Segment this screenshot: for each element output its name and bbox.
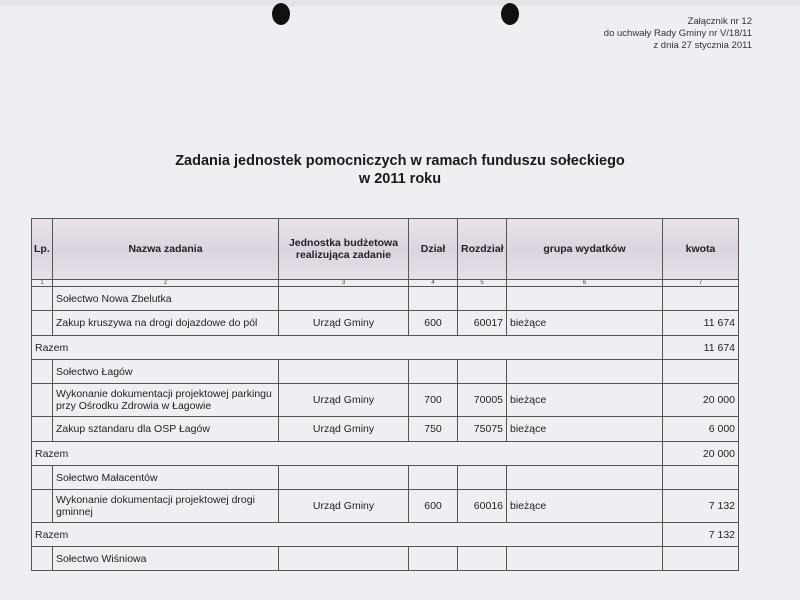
task-row	[32, 490, 739, 523]
punch-hole-left	[272, 3, 290, 25]
task-division: 700	[409, 384, 458, 417]
task-name: Zakup sztandaru dla OSP Łagów	[53, 417, 279, 442]
task-row	[32, 417, 739, 442]
col-number: 2	[53, 280, 279, 287]
task-amount: 7 132	[663, 490, 739, 523]
col-amount-header: kwota	[663, 219, 739, 280]
village-name: Sołectwo Małacentów	[53, 466, 279, 490]
total-row	[32, 442, 739, 466]
village-row	[32, 360, 739, 384]
task-unit: Urząd Gminy	[279, 311, 409, 336]
village-row	[32, 287, 739, 311]
total-amount: 20 000	[663, 442, 739, 466]
col-division-header: Dział	[409, 219, 458, 280]
task-division: 600	[409, 311, 458, 336]
total-row	[32, 523, 739, 547]
tasks-table	[31, 218, 739, 571]
punch-hole-right	[501, 3, 519, 25]
total-label: Razem	[32, 523, 663, 547]
col-number: 1	[32, 280, 53, 287]
task-name: Wykonanie dokumentacji projektowej drogi gminnej	[53, 490, 279, 523]
document-title	[0, 152, 800, 188]
col-number: 3	[279, 280, 409, 287]
task-group: bieżące	[507, 490, 663, 523]
col-number: 5	[458, 280, 507, 287]
task-group: bieżące	[507, 311, 663, 336]
table-header-row	[32, 219, 739, 280]
village-name: Sołectwo Nowa Zbelutka	[53, 287, 279, 311]
task-chapter: 75075	[458, 417, 507, 442]
task-unit: Urząd Gminy	[279, 490, 409, 523]
task-division: 600	[409, 490, 458, 523]
annex-note	[604, 16, 752, 52]
village-row	[32, 466, 739, 490]
task-name: Wykonanie dokumentacji projektowej parkingu przy Ośrodku Zdrowia w Łagowie	[53, 384, 279, 417]
title-line-2: w 2011 roku	[358, 171, 442, 187]
task-unit: Urząd Gminy	[279, 417, 409, 442]
task-amount: 11 674	[663, 311, 739, 336]
col-lp-header: Lp.	[32, 219, 53, 280]
col-chapter-header: Rozdział	[458, 219, 507, 280]
col-unit-header: Jednostka budżetowa realizująca zadanie	[279, 219, 409, 280]
col-group-header: grupa wydatków	[507, 219, 663, 280]
col-number: 4	[409, 280, 458, 287]
col-number: 6	[507, 280, 663, 287]
total-label: Razem	[32, 336, 663, 360]
task-name: Zakup kruszywa na drogi dojazdowe do pól	[53, 311, 279, 336]
task-amount: 20 000	[663, 384, 739, 417]
annex-resolution: do uchwały Rady Gminy nr V/18/11	[603, 28, 752, 39]
annex-date: z dnia 27 stycznia 2011	[653, 40, 752, 51]
total-label: Razem	[32, 442, 663, 466]
scan-edge	[0, 0, 800, 6]
title-line-1: Zadania jednostek pomocniczych w ramach funduszu sołeckiego	[175, 153, 625, 169]
task-chapter: 60017	[458, 311, 507, 336]
task-row	[32, 384, 739, 417]
task-row	[32, 311, 739, 336]
col-name-header: Nazwa zadania	[53, 219, 279, 280]
task-group: bieżące	[507, 417, 663, 442]
village-name: Sołectwo Wiśniowa	[53, 547, 279, 571]
task-amount: 6 000	[663, 417, 739, 442]
total-amount: 7 132	[663, 523, 739, 547]
village-name: Sołectwo Łagów	[53, 360, 279, 384]
task-group: bieżące	[507, 384, 663, 417]
village-row	[32, 547, 739, 571]
task-unit: Urząd Gminy	[279, 384, 409, 417]
task-division: 750	[409, 417, 458, 442]
total-row	[32, 336, 739, 360]
task-chapter: 60016	[458, 490, 507, 523]
annex-number: Załącznik nr 12	[687, 16, 752, 27]
task-chapter: 70005	[458, 384, 507, 417]
total-amount: 11 674	[663, 336, 739, 360]
col-number: 7	[663, 280, 739, 287]
column-number-row	[32, 280, 739, 287]
